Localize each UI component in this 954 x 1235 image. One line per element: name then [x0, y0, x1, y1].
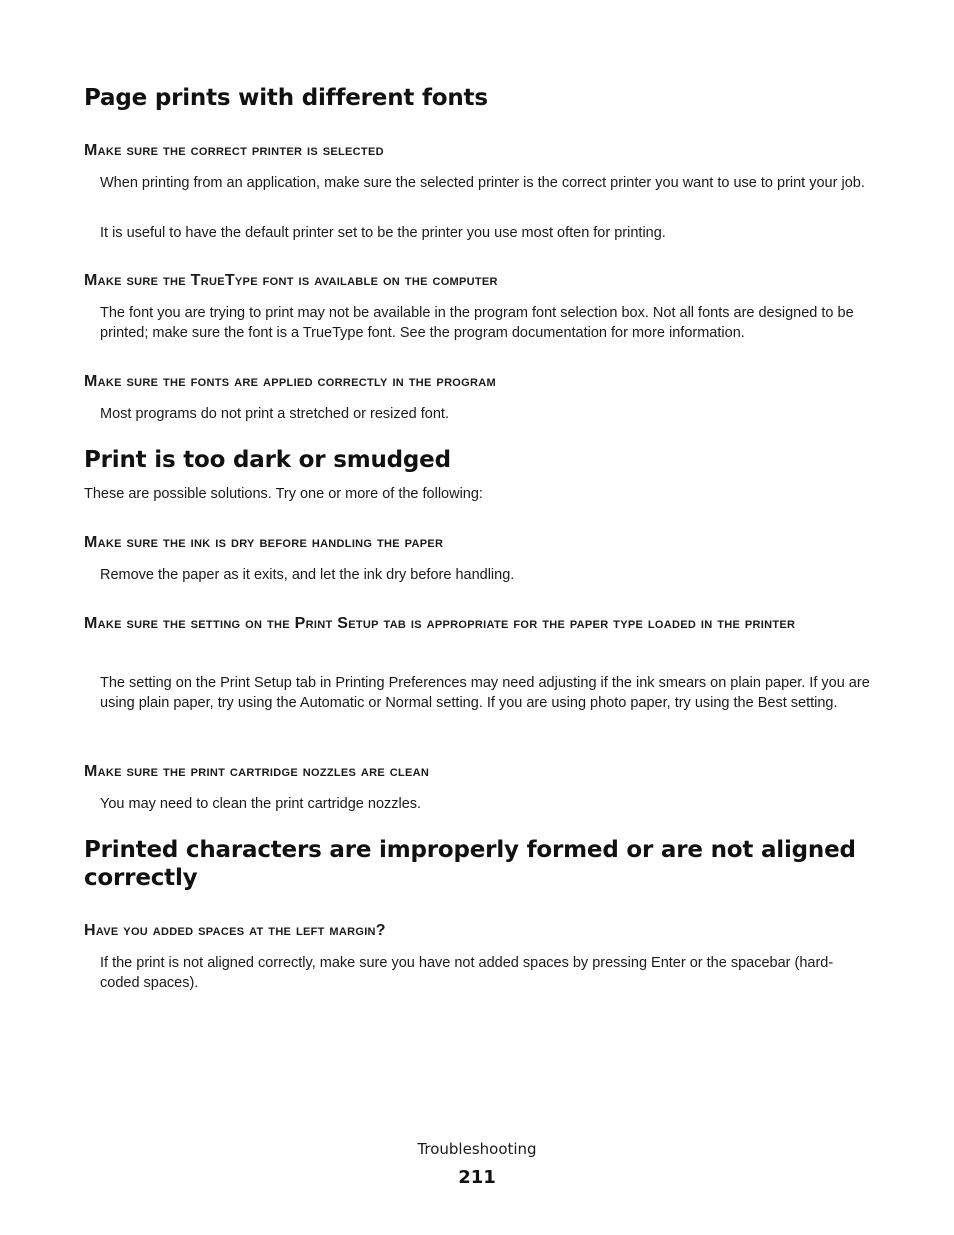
section-intro: These are possible solutions. Try one or more of the following: — [84, 486, 483, 502]
paragraph: You may need to clean the print cartridge nozzles. — [100, 796, 422, 812]
paragraph: Most programs do not print a stretched or resized font. — [100, 406, 449, 422]
subheading-print-setup-tab: Make sure the setting on the Print Setup tab is appropriate for the paper type loaded in the printer — [84, 615, 796, 632]
subheading-truetype-font: Make sure the TrueType font is available on the computer — [84, 272, 498, 289]
subheading-fonts-applied: Make sure the fonts are applied correctly in the program — [84, 373, 496, 390]
paragraph: It is useful to have the default printer set to be the printer you use most often for printing. — [100, 225, 666, 241]
page-number: 211 — [458, 1167, 496, 1188]
section-heading-different-fonts: Page prints with different fonts — [84, 85, 488, 111]
section-heading-characters-formed: Printed characters are improperly formed or are not aligned correctly — [84, 837, 856, 891]
footer-section-label: Troubleshooting — [417, 1140, 537, 1158]
section-heading-dark-smudged: Print is too dark or smudged — [84, 447, 451, 473]
subheading-ink-dry: Make sure the ink is dry before handling the paper — [84, 534, 444, 551]
paragraph: If the print is not aligned correctly, make sure you have not added spaces by pressing Enter or the spacebar (hard-coded spaces). — [100, 955, 834, 991]
paragraph: Remove the paper as it exits, and let the ink dry before handling. — [100, 567, 515, 583]
paragraph: The font you are trying to print may not be available in the program font selection box. Not all fonts are designed to be printed; make sure the font is a TrueType font. See the program documentation for more information. — [100, 305, 854, 341]
subheading-left-margin-spaces: Have you added spaces at the left margin? — [84, 922, 386, 939]
subheading-nozzles-clean: Make sure the print cartridge nozzles are clean — [84, 763, 430, 780]
subheading-correct-printer: Make sure the correct printer is selected — [84, 142, 384, 159]
paragraph: When printing from an application, make sure the selected printer is the correct printer you want to use to print your job. — [100, 175, 865, 191]
paragraph: The setting on the Print Setup tab in Printing Preferences may need adjusting if the ink smears on plain paper. If you are using plain paper, try using the Automatic or Normal setting. If you are using photo paper, try using the Best setting. — [100, 675, 870, 711]
